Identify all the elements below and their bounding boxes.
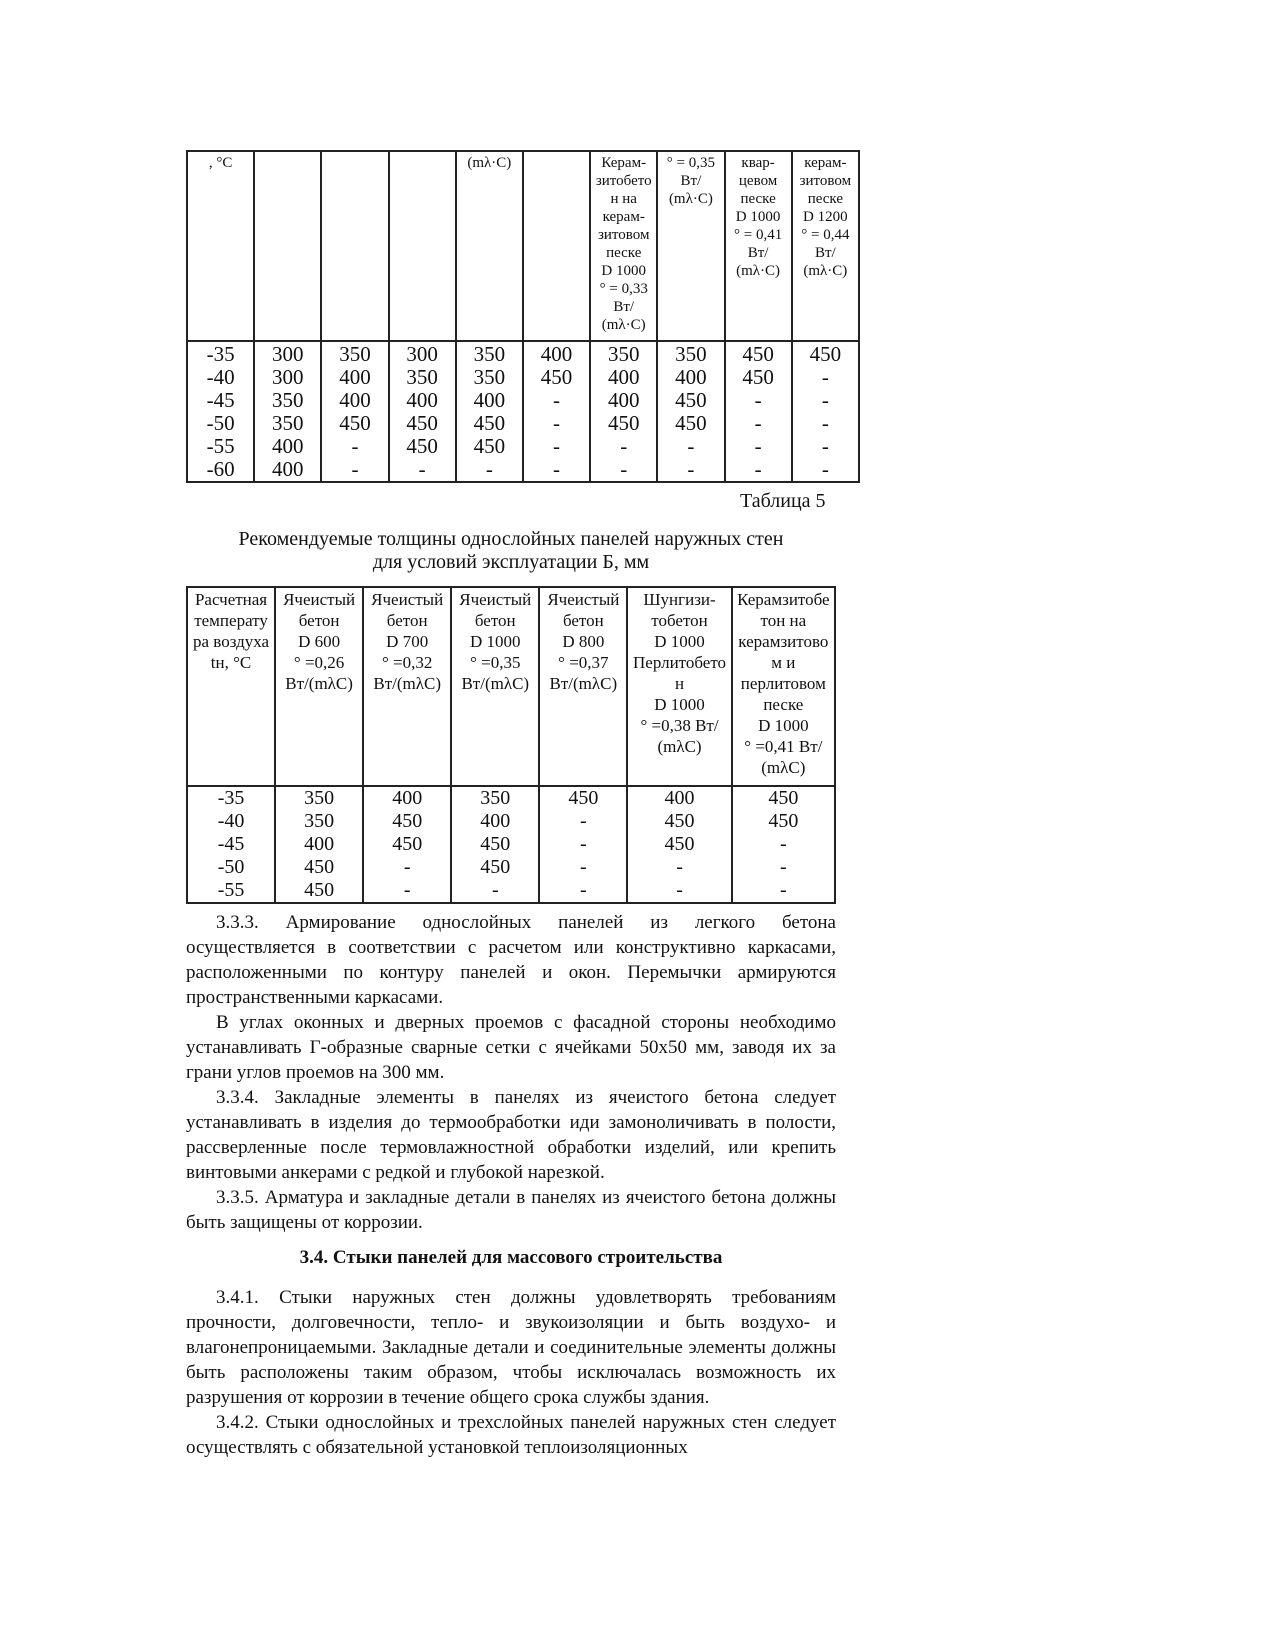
data-column [523, 341, 590, 482]
header-text: Керам- зитобето н на керам- зитовом песке D 1000 ° = 0,33 Вт/ (mλ·C) [595, 155, 652, 333]
header-cell [363, 587, 451, 786]
table-cell: - [620, 434, 628, 458]
table-cell: 400 [339, 388, 371, 412]
table-cell: - [403, 856, 411, 878]
table-cell: -50 [206, 411, 235, 435]
table-cell: 350 [675, 342, 707, 366]
table-cell: 450 [473, 411, 506, 435]
table-cell: 400 [392, 787, 423, 809]
table-cell: - [580, 833, 587, 855]
table-cell: -60 [206, 457, 235, 481]
header-cell [451, 587, 539, 786]
header-cell [187, 587, 275, 786]
header-cell [627, 587, 731, 786]
table-cell: 450 [607, 411, 640, 435]
table-cell: 450 [406, 411, 438, 435]
table-cell: 350 [406, 365, 438, 389]
table-cell: 400 [406, 388, 438, 412]
paragraph: 3.4.1. Стыки наружных стен должны удовлетворять требованиям прочности, долговечности, тепло- и звукоизоляции и быть воздухо- и влагонепроницаемыми. Закладные детали и соединительные элементы должны быть расположены таким образом, чтобы исключалась возможность их разрушения от коррозии в течение общего срока службы здания. [186, 1287, 836, 1408]
table-5 [186, 586, 836, 904]
table-cell: 400 [607, 388, 640, 412]
table-cell: - [580, 879, 587, 901]
header-text: Керамзитобе тон на керамзитово м и перлитовом песке D 1000 ° =0,41 Вт/ (mλC) [737, 590, 830, 777]
header-text: Расчетная температу ра воздуха tн, °C [192, 590, 270, 672]
header-text: Ячеистый бетон D 600 ° =0,26 Вт/(mλC) [283, 590, 356, 693]
table-title: Рекомендуемые толщины однослойных панелей наружных стен для условий эксплуатации Б, мм [238, 528, 784, 573]
table-cell: 450 [304, 856, 335, 878]
table-header-row [187, 587, 835, 786]
header-cell [321, 151, 388, 341]
table-cell: 350 [480, 787, 511, 809]
header-text: ° = 0,35 Вт/ (mλ·C) [666, 155, 716, 207]
table-cell: - [580, 856, 587, 878]
header-cell [732, 587, 835, 786]
table-cell: 450 [304, 879, 335, 901]
table-cell: - [676, 879, 683, 901]
table-cell: 350 [304, 810, 335, 832]
paragraph: 3.4.2. Стыки однослойных и трехслойных панелей наружных стен следует осуществлять с обязательной установкой теплоизоляционных [186, 1412, 836, 1458]
data-column [725, 341, 792, 482]
table-cell: - [580, 810, 587, 832]
header-cell [657, 151, 724, 341]
table-data-row [187, 341, 859, 482]
data-column [389, 341, 456, 482]
table-cell: -40 [206, 365, 235, 389]
header-text: (mλ·C) [467, 155, 512, 171]
table-cell: 400 [607, 365, 640, 389]
table-cell: -45 [217, 833, 245, 855]
data-column [187, 786, 275, 903]
header-cell [389, 151, 456, 341]
table-cell: 300 [406, 342, 438, 366]
table-cell: - [553, 457, 561, 481]
table-cell: -55 [206, 434, 235, 458]
header-cell [254, 151, 321, 341]
table-cell: 400 [304, 833, 335, 855]
table-cell: - [620, 457, 628, 481]
table-cell: - [418, 457, 426, 481]
paragraph: 3.3.5. Арматура и закладные детали в панелях из ячеистого бетона должны быть защищены от коррозии. [186, 1187, 836, 1233]
table-cell: 450 [339, 411, 371, 435]
table-cell: 350 [304, 787, 335, 809]
table-cell: 400 [272, 434, 304, 458]
table-cell: 450 [675, 388, 707, 412]
table-cell: 400 [664, 787, 695, 809]
table-cell: 350 [272, 388, 304, 412]
header-text: Ячеистый бетон D 800 ° =0,37 Вт/(mλC) [547, 590, 620, 693]
table-4-continuation [186, 150, 860, 483]
table-cell: 450 [480, 856, 511, 878]
table-cell: - [754, 388, 762, 412]
table-cell: 400 [473, 388, 506, 412]
data-column [275, 786, 363, 903]
table-cell: - [821, 457, 829, 481]
table-cell: 450 [392, 810, 423, 832]
data-column [590, 341, 657, 482]
data-column [187, 341, 254, 482]
table-cell: - [553, 434, 561, 458]
table-cell: 350 [473, 342, 506, 366]
table-cell: - [553, 411, 561, 435]
data-column [539, 786, 627, 903]
data-column [451, 786, 539, 903]
table-cell: 400 [675, 365, 707, 389]
table-cell: 450 [675, 411, 707, 435]
table-cell: 400 [272, 457, 304, 481]
table-cell: 450 [473, 434, 506, 458]
table-cell: - [403, 879, 411, 901]
header-text: керам- зитовом песке D 1200 ° = 0,44 Вт/ (mλ·C) [799, 155, 852, 279]
table-cell: -35 [206, 342, 235, 366]
data-column [363, 786, 451, 903]
header-cell [590, 151, 657, 341]
table-cell: 450 [742, 342, 774, 366]
paragraph: 3.3.3. Армирование однослойных панелей из легкого бетона осуществляется в соответствии с расчетом или конструктивно каркасами, расположенными по контуру панелей и окон. Перемычки армируются пространственными каркасами. [186, 912, 836, 1008]
table-cell: -55 [217, 879, 245, 901]
table-cell: - [754, 434, 762, 458]
table-cell: - [821, 434, 829, 458]
table-header-row [187, 151, 859, 341]
header-text: Ячеистый бетон D 700 ° =0,32 Вт/(mλC) [371, 590, 444, 693]
data-column [792, 341, 859, 482]
table-cell: 400 [540, 342, 573, 366]
table-cell: 450 [480, 833, 511, 855]
table-cell: - [687, 434, 695, 458]
table-cell: 450 [664, 833, 695, 855]
header-cell [725, 151, 792, 341]
table-data-row [187, 786, 835, 903]
table-cell: - [687, 457, 695, 481]
table-cell: 350 [607, 342, 640, 366]
table-cell: 400 [339, 365, 371, 389]
table-cell: 350 [339, 342, 371, 366]
table-cell: - [754, 411, 762, 435]
data-column [657, 341, 724, 482]
paragraph: В углах оконных и дверных проемов с фасадной стороны необходимо устанавливать Г-образные сварные сетки с ячейками 50х50 мм, заводя их за грани углов проемов на 300 мм. [186, 1012, 836, 1083]
body-text [186, 910, 836, 1460]
paragraph: 3.3.4. Закладные элементы в панелях из ячеистого бетона следует устанавливать в изделия до термообработки иди замоноличивать в полости, рассверленные после термовлажностной обработки изделий, или крепить винтовыми анкерами с редкой и глубокой нарезкой. [186, 1087, 836, 1183]
table-cell: 300 [272, 365, 304, 389]
table-cell: 450 [768, 810, 799, 832]
header-text: квар- цевом песке D 1000 ° = 0,41 Вт/ (mλ·C) [733, 155, 783, 279]
table-cell: 350 [473, 365, 506, 389]
section-heading: 3.4. Стыки панелей для массового строительства [299, 1247, 723, 1268]
table-cell: 450 [406, 434, 438, 458]
header-cell [275, 587, 363, 786]
table-cell: - [780, 856, 787, 878]
table-cell: 450 [809, 342, 842, 366]
header-cell [539, 587, 627, 786]
table-cell: -40 [217, 810, 245, 832]
header-cell [456, 151, 523, 341]
table-cell: 450 [768, 787, 799, 809]
table-cell: - [553, 388, 561, 412]
table-cell: 400 [480, 810, 511, 832]
table-cell: 450 [540, 365, 573, 389]
table-cell: - [491, 879, 499, 901]
data-column [321, 341, 388, 482]
table-cell: - [780, 879, 787, 901]
data-column [456, 341, 523, 482]
table-cell: 450 [742, 365, 774, 389]
table-cell: -50 [217, 856, 245, 878]
header-cell [792, 151, 859, 341]
data-column [254, 341, 321, 482]
table-cell: 300 [272, 342, 304, 366]
table-cell: - [821, 411, 829, 435]
table-cell: -45 [206, 388, 235, 412]
data-column [732, 786, 835, 903]
header-text: , °C [208, 155, 233, 171]
table-cell: 450 [568, 787, 599, 809]
table-cell: 350 [272, 411, 304, 435]
table-cell: - [676, 856, 683, 878]
table-cell: - [754, 457, 762, 481]
table-cell: - [351, 457, 359, 481]
table-cell: - [780, 833, 787, 855]
table-cell: - [821, 388, 829, 412]
table-label: Таблица 5 [740, 490, 826, 512]
header-cell [187, 151, 254, 341]
table-cell: - [351, 434, 359, 458]
table-cell: 450 [392, 833, 423, 855]
table-cell: - [485, 457, 493, 481]
header-cell [523, 151, 590, 341]
header-text: Ячеистый бетон D 1000 ° =0,35 Вт/(mλC) [459, 590, 532, 693]
data-column [627, 786, 731, 903]
header-text: Шунгизи- тобетон D 1000 Перлитобето н D 1000 ° =0,38 Вт/ (mλC) [633, 590, 727, 756]
table-cell: - [821, 365, 829, 389]
table-cell: -35 [217, 787, 245, 809]
table-cell: 450 [664, 810, 695, 832]
